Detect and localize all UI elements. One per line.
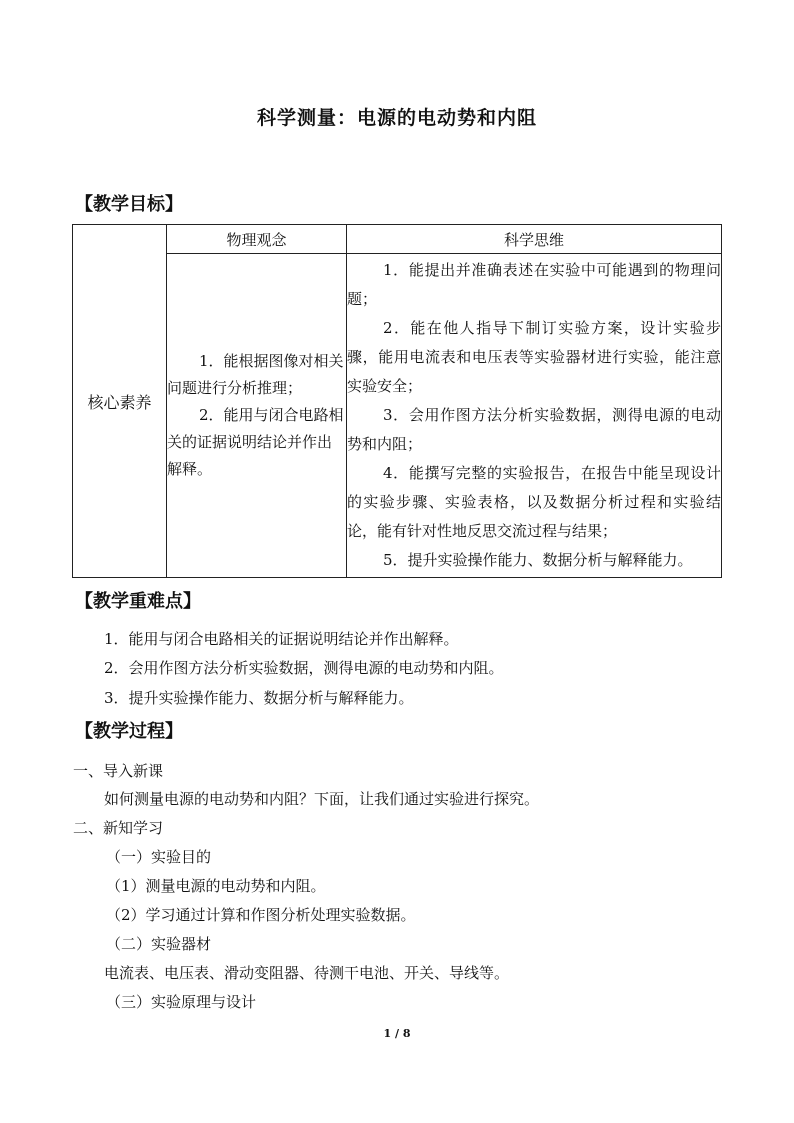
scientific-thinking-item: 5．提升实验操作能力、数据分析与解释能力。 (383, 551, 693, 569)
scientific-thinking-cell (347, 254, 722, 578)
goals-table (72, 224, 722, 578)
keypoint-item: 1．能用与闭合电路相关的证据说明结论并作出解释。 (104, 630, 459, 648)
core-literacy-cell: 核心素养 (73, 225, 167, 578)
scientific-thinking-header: 科学思维 (347, 225, 722, 254)
section-heading-keypoints: 【教学重难点】 (75, 591, 201, 612)
physics-concept-item: 1．能根据图像对相关问题进行分析推理； (167, 352, 344, 397)
page-title: 科学测量：电源的电动势和内阻 (256, 107, 537, 129)
subsection-title-equipment: （二）实验器材 (106, 935, 212, 953)
part-title-new-knowledge: 二、新知学习 (73, 819, 164, 837)
scientific-thinking-item: 2．能在他人指导下制订实验方案，设计实验步骤，能用电流表和电压表等实验器材进行实验，能注意实验安全； (347, 319, 721, 395)
keypoint-item: 2．会用作图方法分析实验数据，测得电源的电动势和内阻。 (104, 659, 504, 677)
physics-concept-item: 2．能用与闭合电路相关的证据说明结论并作出解释。 (167, 406, 344, 478)
purpose-item: （2）学习通过计算和作图分析处理实验数据。 (106, 906, 416, 924)
keypoint-item: 3．提升实验操作能力、数据分析与解释能力。 (104, 689, 414, 707)
intro-text: 如何测量电源的电动势和内阻？下面，让我们通过实验进行探究。 (104, 790, 540, 808)
scientific-thinking-item: 4．能撰写完整的实验报告，在报告中能呈现设计的实验步骤、实验表格，以及数据分析过程和实验结论，能有针对性地反思交流过程与结果； (347, 464, 721, 540)
physics-concept-cell (167, 254, 347, 578)
scientific-thinking-item: 1．能提出并准确表述在实验中可能遇到的物理问题； (347, 261, 721, 308)
subsection-title-principle: （三）实验原理与设计 (106, 993, 257, 1011)
section-heading-goals: 【教学目标】 (75, 194, 183, 215)
equipment-text: 电流表、电压表、滑动变阻器、待测干电池、开关、导线等。 (104, 964, 510, 982)
part-title-intro: 一、导入新课 (73, 762, 164, 780)
section-heading-process: 【教学过程】 (75, 721, 183, 742)
physics-concept-header: 物理观念 (167, 225, 347, 254)
scientific-thinking-item: 3．会用作图方法分析实验数据，测得电源的电动势和内阻； (347, 406, 721, 453)
purpose-item: （1）测量电源的电动势和内阻。 (106, 877, 326, 895)
page-number: 1 / 8 (383, 1027, 411, 1040)
subsection-title-purpose: （一）实验目的 (106, 848, 212, 866)
